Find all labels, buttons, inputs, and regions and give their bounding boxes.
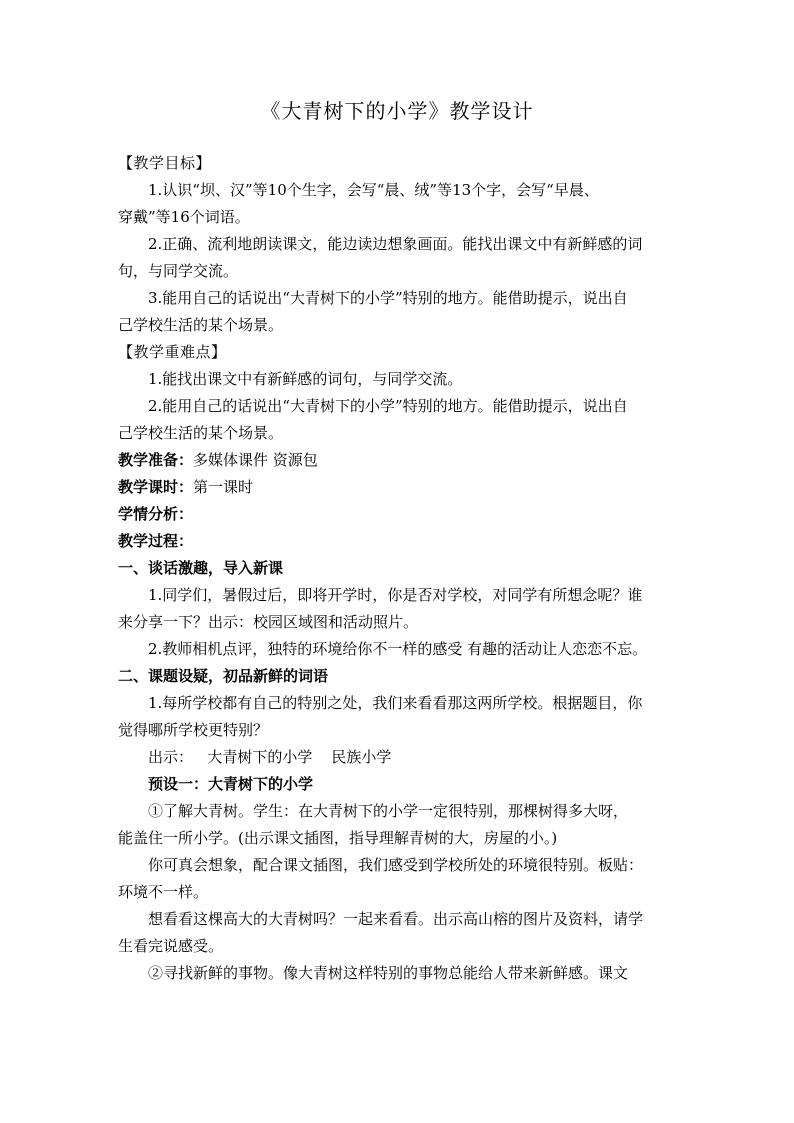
analysis-label: 学情分析： (118, 505, 194, 523)
document-body (118, 150, 684, 987)
goal-3-line-2: 己学校生活的某个场景。 (118, 316, 284, 334)
key-points-heading: 【教学重难点】 (118, 343, 227, 361)
circled-1-line-1: ①了解大青树。学生：在大青树下的小学一定很特别，那棵树得多大呀， (148, 802, 629, 820)
show-item-2: 民族小学 (331, 748, 392, 766)
section-2-p4-line-2: 生看完说感受。 (118, 937, 224, 955)
document-title: 《大青树下的小学》教学设计 (260, 99, 534, 123)
goal-2-line-2: 句，与同学交流。 (118, 262, 239, 280)
analysis-row (118, 501, 684, 528)
show-label: 出示： (148, 748, 194, 766)
period-value: 第一课时 (193, 478, 254, 496)
goal-3-line-1: 3.能用自己的话说出“大青树下的小学”特别的地方。能借助提示，说出自 (148, 289, 628, 307)
section-2-p1-line-2: 觉得哪所学校更特别？ (118, 721, 269, 739)
circled-1-line-2: 能盖住一所小学。(出示课文插图，指导理解青树的大，房屋的小。) (118, 829, 558, 847)
section-2-p3-line-1: 你可真会想象，配合课文插图，我们感受到学校所处的环境很特别。板贴： (148, 856, 644, 874)
key-point-2-line-1: 2.能用自己的话说出“大青树下的小学”特别的地方。能借助提示，说出自 (148, 397, 628, 415)
process-label: 教学过程： (118, 532, 194, 550)
preset-1-heading: 预设一：大青树下的小学 (148, 775, 314, 793)
goals-heading: 【教学目标】 (118, 154, 212, 172)
section-2-p1-line-1: 1.每所学校都有自己的特别之处，我们来看看那这两所学校。根据题目，你 (148, 694, 643, 712)
key-point-2-line-2: 己学校生活的某个场景。 (118, 424, 284, 442)
goal-1-line-1: 1.认识“坝、汉”等10个生字，会写“晨、绒”等13个字，会写“早晨、 (148, 181, 599, 199)
section-1-p2-line-1: 2.教师相机点评，独特的环境给你不一样的感受 有趣的活动让人恋恋不忘。 (148, 640, 648, 658)
prep-label: 教学准备： (118, 451, 194, 469)
goal-2-line-1: 2.正确、流利地朗读课文，能边读边想象画面。能找出课文中有新鲜感的词 (148, 235, 643, 253)
show-row (118, 744, 684, 771)
section-2-heading: 二、课题设疑，初品新鲜的词语 (118, 667, 329, 685)
prep-value: 多媒体课件 资源包 (193, 451, 318, 469)
section-1-p1-line-1: 1.同学们，暑假过后，即将开学时，你是否对学校，对同学有所想念呢？谁 (148, 586, 643, 604)
circled-2-line-1: ②寻找新鲜的事物。像大青树这样特别的事物总能给人带来新鲜感。课文 (148, 964, 629, 982)
period-row (118, 474, 684, 501)
show-item-1: 大青树下的小学 (207, 748, 313, 766)
period-label: 教学课时： (118, 478, 194, 496)
section-2-p4-line-1: 想看看这棵高大的大青树吗？一起来看看。出示高山榕的图片及资料，请学 (148, 910, 644, 928)
section-1-heading: 一、谈话激趣，导入新课 (118, 559, 284, 577)
section-2-p3-line-2: 环境不一样。 (118, 883, 209, 901)
key-point-1: 1.能找出课文中有新鲜感的词句，与同学交流。 (148, 370, 463, 388)
goal-1-line-2: 穿戴”等16个词语。 (118, 208, 250, 226)
prep-row (118, 447, 684, 474)
section-1-p1-line-2: 来分享一下？出示：校园区域图和活动照片。 (118, 613, 419, 631)
